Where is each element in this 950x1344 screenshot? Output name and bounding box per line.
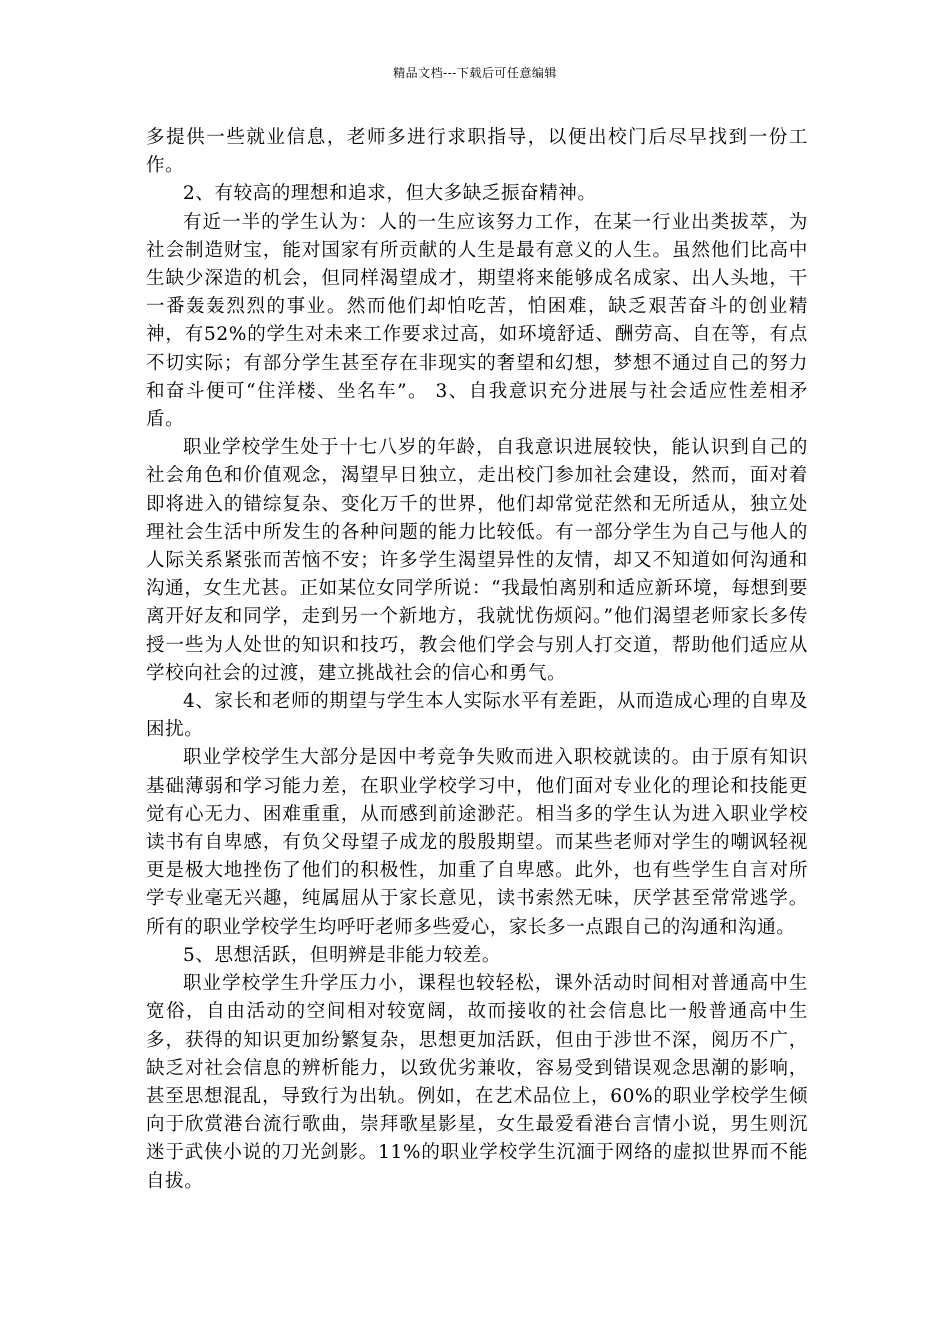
paragraph-3: 有近一半的学生认为：人的一生应该努力工作，在某一行业出类拔萃，为社会制造财宝，能对国家有所贡献的人生是最有意义的人生。虽然他们比高中生缺少深造的机会，但同样渴望成才，期望将来能够成名成家、出人头地，干一番轰轰烈烈的事业。然而他们却怕吃苦，怕困难，缺乏艰苦奋斗的创业精神，有52%的学生对未来工作要求过高，如环境舒适、酬劳高、自在等，有点不切实际；有部分学生甚至存在非现实的奢望和幻想，梦想不通过自己的努力和奋斗便可“住洋楼、坐名车”。 3、自我意识充分进展与社会适应性差相矛盾。	[146, 211, 808, 431]
paragraph-6: 职业学校学生大部分是因中考竞争失败而进入职校就读的。由于原有知识基础薄弱和学习能力差，在职业学校学习中，他们面对专业化的理论和技能更觉有心无力、困难重重，从而感到前途渺茫。相当多的学生认为进入职业学校读书有自卑感，有负父母望子成龙的殷殷期望。而某些老师对学生的嘲讽轻视更是极大地挫伤了他们的积极性，加重了自卑感。此外，也有些学生自言对所学专业毫无兴趣，纯属屈从于家长意见，读书索然无味，厌学甚至常常逃学。所有的职业学校学生均呼吁老师多些爱心，家长多一点跟自己的沟通和沟通。	[146, 747, 808, 938]
paragraph-1: 多提供一些就业信息，老师多进行求职指导，以便出校门后尽早找到一份工作。	[146, 127, 808, 177]
section-heading-4: 4、家长和老师的期望与学生本人实际水平有差距，从而造成心理的自卑及困扰。	[146, 691, 808, 741]
document-body	[146, 124, 808, 1196]
paragraph-8: 职业学校学生升学压力小，课程也较轻松，课外活动时间相对普通高中生宽俗，自由活动的空间相对较宽阔，故而接收的社会信息比一般普通高中生多，获得的知识更加纷繁复杂，思想更加活跃，但由于涉世不深，阅历不广，缺乏对社会信息的辨析能力，以致优劣兼收，容易受到错误观念思潮的影响，甚至思想混乱，导致行为出轨。例如，在艺术品位上，60%的职业学校学生倾向于欣赏港台流行歌曲，崇拜歌星影星，女生最爱看港台言情小说，男生则沉迷于武侠小说的刀光剑影。11%的职业学校学生沉湎于网络的虚拟世界而不能自拔。	[146, 973, 808, 1192]
page-header: 精品文档---下载后可任意编辑	[393, 66, 557, 80]
section-heading-2: 2、有较高的理想和追求，但大多缺乏振奋精神。	[183, 183, 597, 205]
section-heading-5: 5、思想活跃，但明辨是非能力较差。	[183, 944, 501, 966]
paragraph-4: 职业学校学生处于十七八岁的年龄，自我意识进展较快，能认识到自己的社会角色和价值观念，渴望早日独立，走出校门参加社会建设，然而，面对着即将进入的错综复杂、变化万千的世界，他们却常觉茫然和无所适从，独立处理社会生活中所发生的各种问题的能力比较低。有一部分学生为自己与他人的人际关系紧张而苦恼不安；许多学生渴望异性的友情，却又不知道如何沟通和沟通，女生尤甚。正如某位女同学所说：“我最怕离别和适应新环境，每想到要离开好友和同学，走到另一个新地方，我就忧伤烦闷。”他们渴望老师家长多传授一些为人处世的知识和技巧，教会他们学会与别人打交道，帮助他们适应从学校向社会的过渡，建立挑战社会的信心和勇气。	[146, 437, 808, 684]
